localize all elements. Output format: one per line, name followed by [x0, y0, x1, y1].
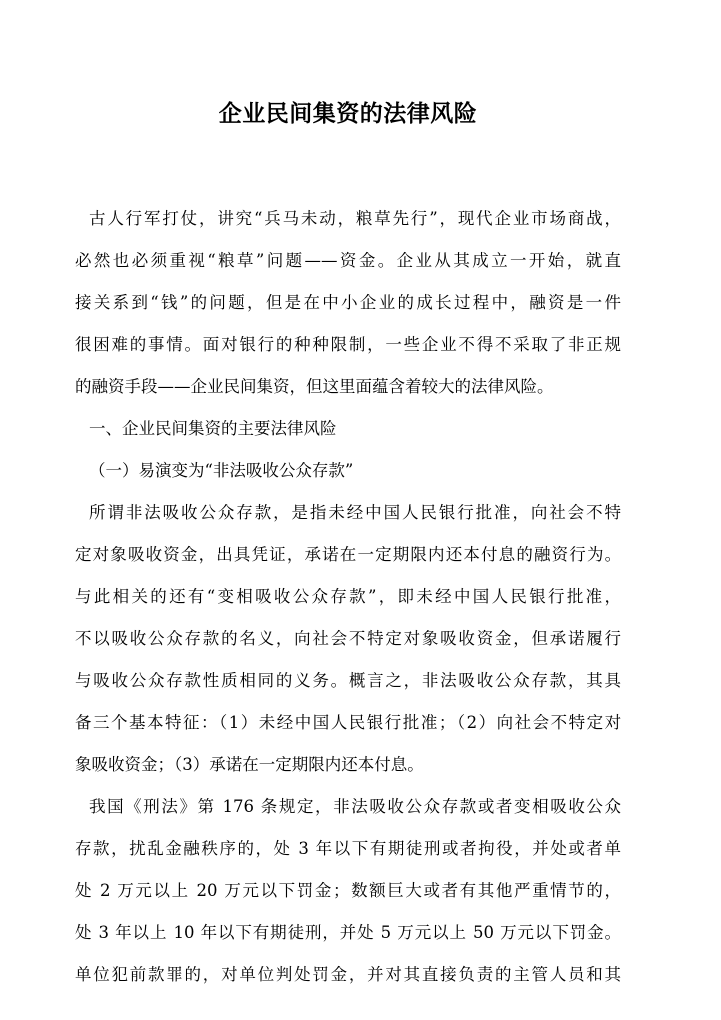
text-line: 象吸收资金；（3）承诺在一定期限内还本付息。	[75, 755, 424, 774]
text-line: 必然也必须重视“粮草”问题——资金。企业从其成立一开始，就直	[75, 251, 621, 270]
text-line: 我国《刑法》第 176 条规定，非法吸收公众存款或者变相吸收公众	[89, 797, 621, 816]
text-line: 接关系到“钱”的问题，但是在中小企业的成长过程中，融资是一件	[75, 293, 621, 312]
text-line: 单位犯前款罪的，对单位判处罚金，并对其直接负责的主管人员和其	[75, 965, 621, 984]
text-line: 所谓非法吸收公众存款，是指未经中国人民银行批准，向社会不特	[89, 503, 621, 522]
text-line: 不以吸收公众存款的名义，向社会不特定对象吸收资金，但承诺履行	[75, 629, 621, 648]
text-line: 定对象吸收资金，出具凭证，承诺在一定期限内还本付息的融资行为。	[75, 545, 621, 564]
text-line: 与此相关的还有“变相吸收公众存款”，即未经中国人民银行批准，	[75, 587, 621, 606]
paragraph-definition	[75, 492, 621, 786]
document-text-block	[75, 198, 621, 996]
text-line: 备三个基本特征：（1）未经中国人民银行批准；（2）向社会不特定对	[75, 713, 621, 732]
text-line: 古人行军打仗，讲究“兵马未动，粮草先行”，现代企业市场商战，	[89, 209, 621, 228]
text-line: 处 3 年以上 10 年以下有期徒刑，并处 5 万元以上 50 万元以下罚金。	[75, 923, 621, 942]
text-line: 与吸收公众存款性质相同的义务。概言之，非法吸收公众存款，其具	[75, 671, 621, 690]
page-title: 企业民间集资的法律风险	[218, 100, 478, 128]
text-line: 的融资手段——企业民间集资，但这里面蕴含着较大的法律风险。	[75, 377, 554, 396]
heading-line: 一、企业民间集资的主要法律风险	[89, 419, 337, 438]
text-line: 处 2 万元以上 20 万元以下罚金；数额巨大或者有其他严重情节的，	[75, 881, 621, 900]
heading-line: （一）易演变为“非法吸收公众存款”	[89, 461, 354, 480]
paragraph-criminal-law	[75, 786, 621, 996]
text-line: 很困难的事情。面对银行的种种限制，一些企业不得不采取了非正规	[75, 335, 621, 354]
subsection-heading-one	[75, 450, 621, 492]
section-heading-one	[75, 408, 621, 450]
text-line: 存款，扰乱金融秩序的，处 3 年以下有期徒刑或者拘役，并处或者单	[75, 839, 621, 858]
paragraph-intro	[75, 198, 621, 408]
